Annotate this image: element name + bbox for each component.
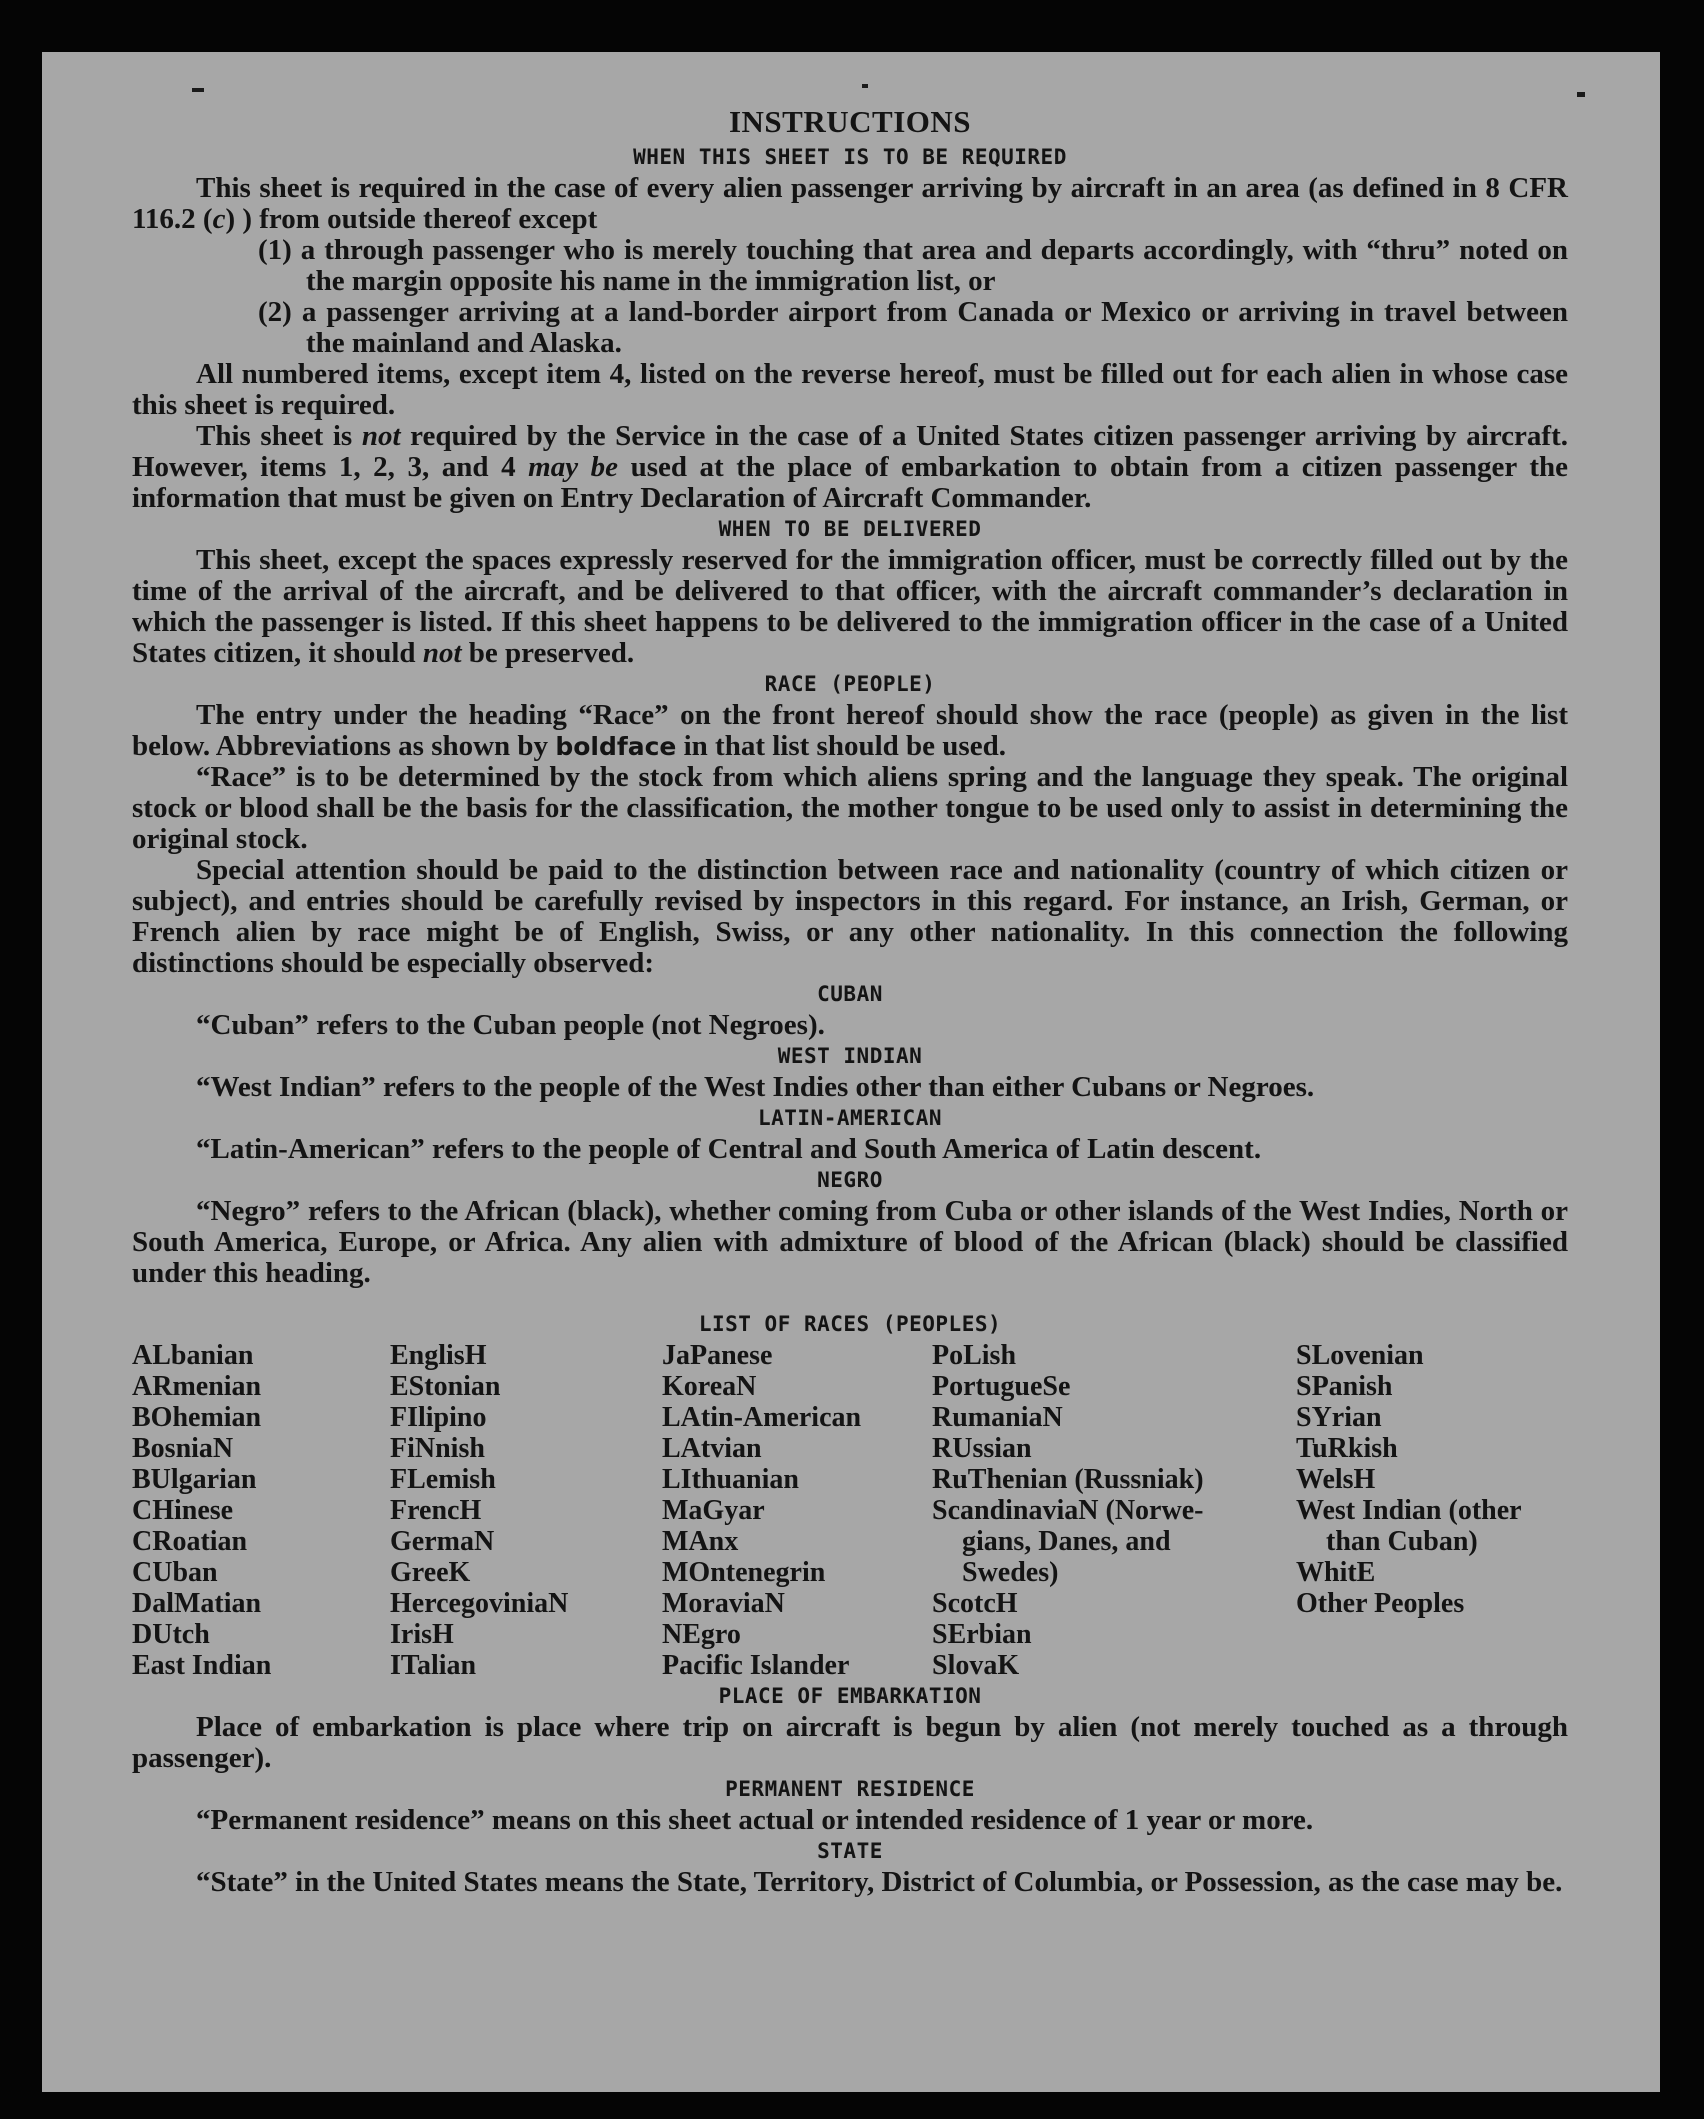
race-entry: EnglisH (390, 1340, 487, 1371)
race-entry: East Indian (132, 1650, 272, 1681)
negro-definition: “Negro” refers to the African (black), whether coming from Cuba or other islands of the West Indies, North or South America, Europe, or Africa. Any alien with admixture of blood of the African (black) should be classified under this heading. (132, 1195, 1568, 1289)
race-entry: SLovenian (1296, 1340, 1424, 1371)
text-span: be preserved. (461, 637, 635, 669)
text-span: This sheet is required in the case of every alien passenger arriving by aircraft in an area (as defined in 8 CFR 116.2 ( (132, 172, 1568, 235)
race-entry: FiNnish (390, 1433, 485, 1464)
race-column (132, 1340, 390, 1681)
residence-definition: “Permanent residence” means on this sheet actual or intended residence of 1 year or more. (196, 1804, 1314, 1836)
race-entry: FIlipino (390, 1402, 487, 1433)
text-span: ) ) from outside thereof except (225, 203, 598, 235)
race-entry: SPanish (1296, 1371, 1393, 1402)
instructions-body (132, 102, 1568, 1898)
exception-item-2: (2) a passenger arriving at a land-border airport from Canada or Mexico or arriving in travel between the mainland and Alaska. (258, 296, 1568, 359)
race-entry: MaGyar (662, 1495, 765, 1526)
state-definition: “State” in the United States means the State, Territory, District of Columbia, or Possession, as the case may be. (196, 1866, 1563, 1898)
race-entry: PoLish (932, 1340, 1017, 1371)
race-entry: CRoatian (132, 1526, 248, 1557)
race-entry: GermaN (390, 1526, 495, 1557)
race-entry: EStonian (390, 1371, 501, 1402)
section-heading-negro: NEGRO (817, 1168, 883, 1192)
latin-american-definition: “Latin-American” refers to the people of Central and South America of Latin descent. (196, 1133, 1262, 1165)
race-entry: NEgro (662, 1619, 741, 1650)
text-span: used at the place of embarkation to obtain from a citizen passenger the information that must be given on Entry Declaration of Aircraft Commander. (132, 451, 1568, 514)
text-span: may be (528, 451, 619, 483)
race-entry: FLemish (390, 1464, 496, 1495)
race-entry: WelsH (1296, 1464, 1376, 1495)
race-entry: Pacific Islander (662, 1650, 850, 1681)
text-span: required by the Service in the case of a United States citizen passenger arriving by aircraft. However, items 1, 2, 3, and 4 (132, 420, 1568, 483)
section-heading-latin-american: LATIN-AMERICAN (757, 1106, 942, 1130)
section-heading-cuban: CUBAN (817, 982, 883, 1006)
race-entry: MOntenegrin (662, 1557, 826, 1588)
race-entry: MAnx (662, 1526, 739, 1557)
section-heading-embarkation: PLACE OF EMBARKATION (718, 1684, 982, 1708)
scan-speck (192, 88, 204, 92)
section-heading-list-of-races: LIST OF RACES (PEOPLES) (698, 1312, 1002, 1336)
race-entry: JaPanese (662, 1340, 773, 1371)
race-entry: Swedes) (962, 1557, 1059, 1588)
race-entry: CUban (132, 1557, 218, 1588)
text-span: This sheet is (196, 420, 362, 452)
race-entry: BosniaN (132, 1433, 234, 1464)
race-entry: RUssian (932, 1433, 1032, 1464)
race-column (932, 1340, 1296, 1681)
race-entry: Other Peoples (1296, 1588, 1465, 1619)
text-span: c (212, 203, 226, 235)
race-entry: ScotcH (932, 1588, 1018, 1619)
form-sheet (42, 52, 1660, 2092)
required-paragraph-3 (132, 421, 1568, 514)
race-entry: DalMatian (132, 1588, 262, 1619)
race-entry: ALbanian (132, 1340, 254, 1371)
race-entry: CHinese (132, 1495, 234, 1526)
race-entry: BUlgarian (132, 1464, 257, 1495)
races-list (132, 1340, 1568, 1681)
text-span: boldface (555, 732, 677, 761)
text-span: This sheet, except the spaces expressly reserved for the immigration officer, must be correctly filled out by the time of the arrival of the aircraft, and be delivered to that officer, with the aircraft commander’s declaration in which the passenger is listed. If this sheet happens to be delivered to the immigration officer in the case of a United States citizen, it should (132, 544, 1568, 669)
race-entry: MoraviaN (662, 1588, 785, 1619)
race-entry: PortugueSe (932, 1371, 1071, 1402)
section-heading-west-indian: WEST INDIAN (777, 1044, 923, 1068)
required-paragraph-1 (132, 173, 1568, 235)
text-span: The entry under the heading “Race” on the front hereof should show the race (people) as given in the list below. Abbreviations as shown by (132, 699, 1568, 762)
race-entry: LAtin-American (662, 1402, 862, 1433)
race-entry: TuRkish (1296, 1433, 1398, 1464)
race-column (1296, 1340, 1568, 1681)
race-column (390, 1340, 662, 1681)
required-paragraph-2: All numbered items, except item 4, listed on the reverse hereof, must be filled out for each alien in whose case this sheet is required. (132, 358, 1568, 421)
race-entry: KoreaN (662, 1371, 757, 1402)
race-entry: ITalian (390, 1650, 477, 1681)
west-indian-definition: “West Indian” refers to the people of the West Indies other than either Cubans or Negroes. (196, 1071, 1315, 1103)
race-entry: GreeK (390, 1557, 471, 1588)
scan-speck (862, 84, 868, 88)
text-span: in that list should be used. (676, 730, 1006, 762)
section-heading-residence: PERMANENT RESIDENCE (725, 1777, 975, 1801)
race-entry: than Cuban) (1326, 1526, 1478, 1557)
section-heading-state: STATE (817, 1839, 883, 1863)
text-span: not (422, 637, 462, 669)
race-paragraph-2: “Race” is to be determined by the stock from which aliens spring and the language they speak. The original stock or blood shall be the basis for the classification, the mother tongue to be used only to assist in determining the original stock. (132, 761, 1568, 855)
race-entry: WhitE (1296, 1557, 1376, 1588)
race-entry: IrisH (390, 1619, 454, 1650)
race-entry: LIthuanian (662, 1464, 799, 1495)
race-entry: RuThenian (Russniak) (932, 1464, 1204, 1495)
race-column (662, 1340, 932, 1681)
race-entry: SYrian (1296, 1402, 1382, 1433)
race-paragraph-3: Special attention should be paid to the distinction between race and nationality (country of which citizen or subject), and entries should be carefully revised by inspectors in this regard. For instance, an Irish, German, or French alien by race might be of English, Swiss, or any other nationality. In this connection the following distinctions should be especially observed: (132, 854, 1568, 979)
race-entry: ARmenian (132, 1371, 262, 1402)
race-entry: LAtvian (662, 1433, 762, 1464)
scan-speck (1577, 92, 1585, 97)
race-entry: HercegoviniaN (390, 1588, 569, 1619)
race-entry: SErbian (932, 1619, 1032, 1650)
delivered-paragraph (132, 545, 1568, 669)
exception-item-1: (1) a through passenger who is merely touching that area and departs accordingly, with “thru” noted on the margin opposite his name in the immigration list, or (258, 234, 1568, 297)
race-entry: ScandinaviaN (Norwe- (932, 1495, 1204, 1526)
race-entry: gians, Danes, and (962, 1526, 1171, 1557)
section-heading-required: WHEN THIS SHEET IS TO BE REQUIRED (633, 145, 1067, 169)
race-entry: RumaniaN (932, 1402, 1063, 1433)
race-paragraph-1 (132, 700, 1568, 762)
race-entry: West Indian (other (1296, 1495, 1522, 1526)
section-heading-delivered: WHEN TO BE DELIVERED (718, 517, 982, 541)
race-entry: BOhemian (132, 1402, 262, 1433)
section-heading-race: RACE (PEOPLE) (764, 672, 936, 696)
text-span: not (361, 420, 401, 452)
race-entry: SlovaK (932, 1650, 1020, 1681)
spacer (132, 1289, 1568, 1309)
embarkation-definition: Place of embarkation is place where trip on aircraft is begun by alien (not merely touched as a through passenger). (132, 1711, 1568, 1774)
race-entry: FrencH (390, 1495, 482, 1526)
cuban-definition: “Cuban” refers to the Cuban people (not Negroes). (196, 1009, 825, 1041)
page-title: INSTRUCTIONS (728, 104, 971, 139)
race-entry: DUtch (132, 1619, 210, 1650)
